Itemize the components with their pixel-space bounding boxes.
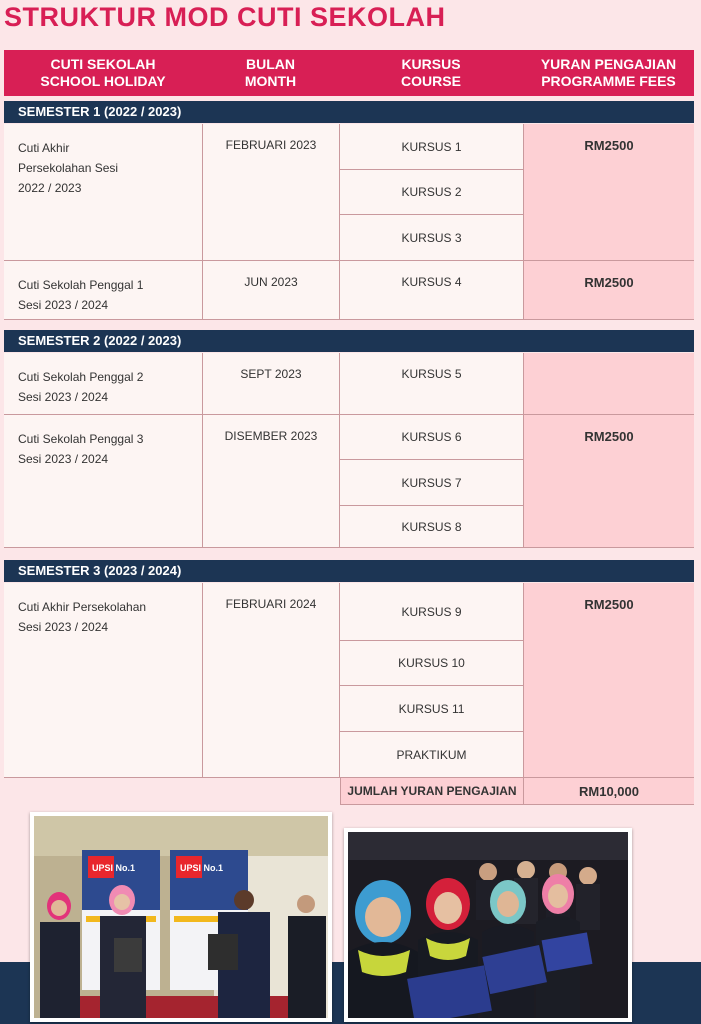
table-header bbox=[4, 50, 694, 96]
total-fees-label: JUMLAH YURAN PENGAJIAN bbox=[340, 778, 524, 805]
course-cell: KURSUS 7 bbox=[340, 460, 524, 506]
course-cell: PRAKTIKUM bbox=[340, 732, 524, 778]
graduation-illustration bbox=[348, 832, 628, 1018]
holiday-cell: Cuti Sekolah Penggal 3 Sesi 2023 / 2024 bbox=[4, 415, 203, 548]
month-cell: FEBRUARI 2024 bbox=[203, 583, 340, 778]
course-cell: KURSUS 8 bbox=[340, 506, 524, 548]
month-cell: SEPT 2023 bbox=[203, 353, 340, 415]
header-fees: YURAN PENGAJIAN PROGRAMME FEES bbox=[540, 56, 677, 89]
banner-text: UPSI No.1 bbox=[92, 863, 136, 873]
month-cell: JUN 2023 bbox=[203, 261, 340, 320]
page-title: STRUKTUR MOD CUTI SEKOLAH bbox=[4, 2, 446, 32]
holiday-cell: Cuti Akhir Persekolahan Sesi 2023 / 2024 bbox=[4, 583, 203, 778]
course-cell: KURSUS 10 bbox=[340, 641, 524, 686]
month-cell: FEBRUARI 2023 bbox=[203, 124, 340, 261]
holiday-cell: Cuti Sekolah Penggal 1 Sesi 2023 / 2024 bbox=[4, 261, 203, 320]
header-school-holiday: CUTI SEKOLAH SCHOOL HOLIDAY bbox=[40, 56, 166, 89]
banner-text: UPSI No.1 bbox=[180, 863, 224, 873]
header-month: BULAN MONTH bbox=[244, 56, 297, 89]
fee-cell bbox=[524, 353, 694, 415]
semester-2-header: SEMESTER 2 (2022 / 2023) bbox=[4, 330, 694, 352]
photo-mou-signing bbox=[30, 812, 332, 1022]
fee-cell: RM2500 bbox=[524, 261, 694, 320]
header-course: KURSUS COURSE bbox=[401, 56, 461, 89]
photo-mou-signing-image bbox=[34, 816, 328, 1018]
course-cell: KURSUS 9 bbox=[340, 583, 524, 641]
course-cell: KURSUS 6 bbox=[340, 415, 524, 460]
course-cell: KURSUS 11 bbox=[340, 686, 524, 732]
holiday-cell: Cuti Sekolah Penggal 2 Sesi 2023 / 2024 bbox=[4, 353, 203, 415]
semester-3-header: SEMESTER 3 (2023 / 2024) bbox=[4, 560, 694, 582]
course-cell: KURSUS 2 bbox=[340, 170, 524, 215]
course-cell: KURSUS 4 bbox=[340, 261, 524, 320]
photo-graduation bbox=[344, 828, 632, 1022]
photo-graduation-image bbox=[348, 832, 628, 1018]
course-cell: KURSUS 3 bbox=[340, 215, 524, 261]
course-cell: KURSUS 1 bbox=[340, 124, 524, 170]
course-cell: KURSUS 5 bbox=[340, 353, 524, 415]
month-cell: DISEMBER 2023 bbox=[203, 415, 340, 548]
holiday-cell: Cuti Akhir Persekolahan Sesi 2022 / 2023 bbox=[4, 124, 203, 261]
semester-1-header: SEMESTER 1 (2022 / 2023) bbox=[4, 101, 694, 123]
mou-signing-illustration bbox=[34, 816, 328, 1018]
fee-cell: RM2500 bbox=[524, 583, 694, 778]
fee-cell: RM2500 bbox=[524, 124, 694, 261]
fee-cell: RM2500 bbox=[524, 415, 694, 548]
total-fees-value: RM10,000 bbox=[524, 778, 694, 805]
